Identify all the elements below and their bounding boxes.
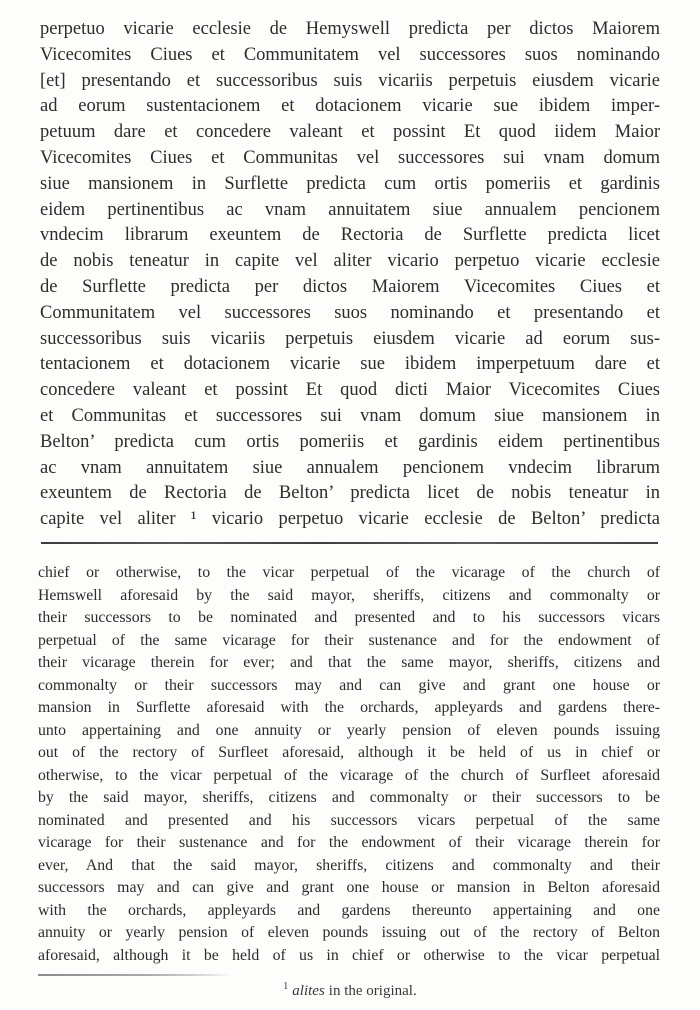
text-line: Belton’ predicta cum ortis pomeriis et gardinis eidem pertinentibus [40,431,660,452]
text-line: commonalty or their successors may and can give and grant one house or [38,676,660,694]
text-line: vndecim librarum exeuntem de Rectoria de Surflette predicta licet [40,225,660,246]
text-line: aforesaid, although it be held of us in chief or otherwise to the vicar perpetual [38,946,660,964]
text-line: exeuntem de Rectoria de Belton’ predicta licet de nobis teneatur in [40,483,660,504]
text-line: Hemswell aforesaid by the said mayor, sheriffs, citizens and commonalty or [38,586,660,604]
text-line: their successors to be nominated and presented and to his successors vicars [38,609,660,626]
text-line: et Communitas et successores sui vnam domum siue mansionem in [40,405,660,426]
text-line: chief or otherwise, to the vicar perpetual of the vicarage of the church of [38,564,660,581]
footnote-term: alites [292,983,325,999]
text-line: nominated and presented and his successors vicars perpetual of the same [38,811,660,829]
text-line: annuity or yearly pension of eleven pounds issuing out of the rectory of Belton [38,924,660,941]
text-line: de Surflette predicta per dictos Maiorem Vicecomites Ciues et [40,276,660,297]
text-line: by the said mayor, sheriffs, citizens and commonalty or their successors to be [38,789,660,806]
english-translation-section [38,562,660,967]
footnote-divider-rule [38,974,233,976]
text-line: concedere valeant et possint Et quod dicti Maior Vicecomites Ciues [40,380,660,401]
text-line: eidem pertinentibus ac vnam annuitatem siue annualem pencionem [40,199,660,220]
text-line: their vicarage therein for ever; and that the same mayor, sheriffs, citizens and [38,654,660,671]
text-line: mansion in Surflette aforesaid with the orchards, appleyards and gardens there- [38,699,660,716]
text-line: petuum dare et concedere valeant et possint Et quod iidem Maior [40,122,660,143]
text-line: vicarage for their sustenance and for the endowment of their vicarage therein for [38,834,660,851]
text-line: tentacionem et dotacionem vicarie sue ibidem imperpetuum dare et [40,354,660,375]
text-line: ac vnam annuitatem siue annualem pencionem vndecim librarum [40,457,660,478]
text-line: successoribus suis vicariis perpetuis eiusdem vicarie ad eorum sus- [40,328,660,349]
latin-text-section [40,17,660,533]
text-line: out of the rectory of Surfleet aforesaid, although it be held of us in chief or [38,744,660,761]
footnote [0,981,700,1000]
text-line: siue mansionem in Surflette predicta cum ortis pomeriis et gardinis [40,173,660,194]
text-line: successors may and can give and grant one house or mansion in Belton aforesaid [38,879,660,896]
text-line: perpetual of the same vicarage for their sustenance and for the endowment of [38,631,660,649]
text-line: Vicecomites Ciues et Communitatem vel successores suos nominando [40,44,660,65]
text-line: capite vel aliter ¹ vicario perpetuo vicarie ecclesie de Belton’ predicta [40,509,660,530]
text-line: [et] presentando et successoribus suis vicariis perpetuis eiusdem vicarie [40,70,660,91]
text-line: ad eorum sustentacionem et dotacionem vicarie sue ibidem imper- [40,96,660,117]
text-line: perpetuo vicarie ecclesie de Hemyswell predicta per dictos Maiorem [40,19,660,39]
text-line: ever, And that the said mayor, sheriffs, citizens and commonalty and their [38,856,660,874]
text-line: otherwise, to the vicar perpetual of the vicarage of the church of Surfleet aforesaid [38,766,660,784]
section-divider-rule [41,542,658,544]
footnote-marker: 1 [283,981,289,992]
text-line: Vicecomites Ciues et Communitas vel successores sui vnam domum [40,147,660,168]
text-line: unto appertaining and one annuity or yearly pension of eleven pounds issuing [38,721,660,739]
text-line: de nobis teneatur in capite vel aliter vicario perpetuo vicarie ecclesie [40,251,660,272]
text-line: with the orchards, appleyards and gardens thereunto appertaining and one [38,901,660,919]
footnote-text: in the original. [328,983,417,999]
text-line: Communitatem vel successores suos nominando et presentando et [40,302,660,323]
